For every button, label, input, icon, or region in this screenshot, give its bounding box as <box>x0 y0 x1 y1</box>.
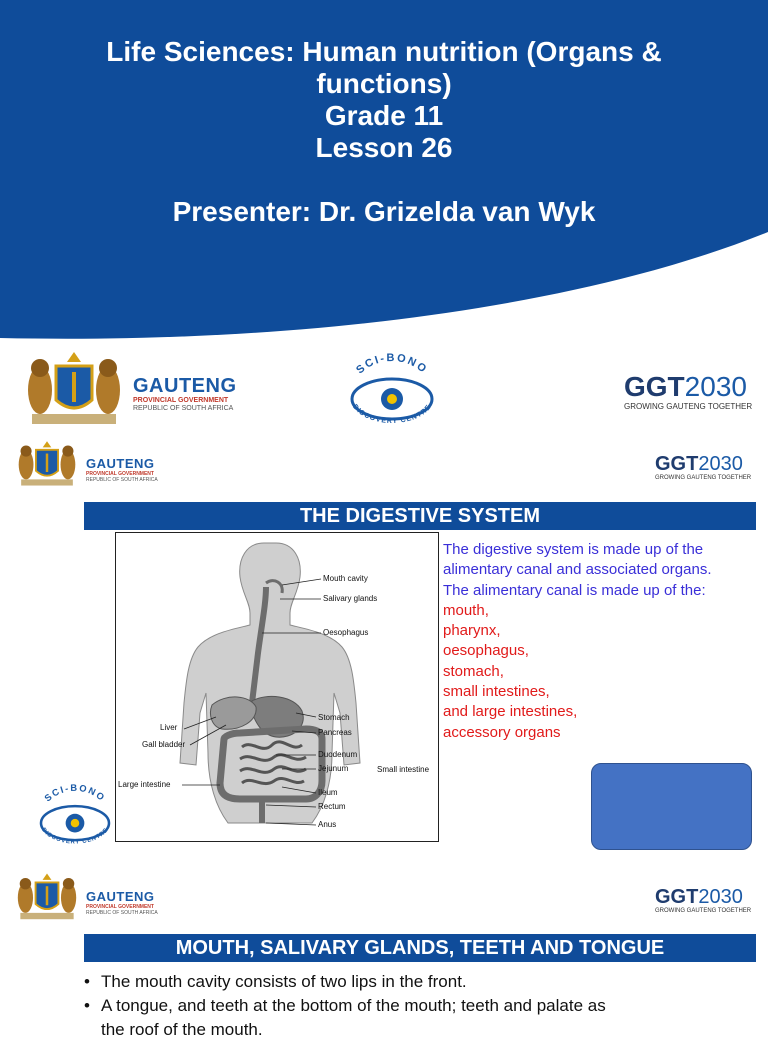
digestive-description <box>443 540 763 743</box>
ggt2030-logo-small: GGT2030 GROWING GAUTENG TOGETHER <box>655 453 752 481</box>
label-rectum: Rectum <box>318 802 346 811</box>
canal-part: and large intestines, <box>443 703 578 721</box>
label-gall-bladder: Gall bladder <box>142 740 186 749</box>
scibono-bottom-text: DISCOVERY CENTRE <box>351 403 433 426</box>
presenter-label: Presenter: Dr. Grizelda van Wyk <box>172 196 596 227</box>
ggt2030-logo-large: GGT2030 GROWING GAUTENG TOGETHER <box>624 371 753 411</box>
scibono-logo-large <box>336 353 448 433</box>
section-heading-mouth: MOUTH, SALIVARY GLANDS, TEETH AND TONGUE <box>84 934 756 962</box>
scibono-bottom-text: DISCOVERY CENTRE <box>40 827 110 846</box>
svg-text:SCI-BONO <box>43 784 108 803</box>
bullet-item: • The mouth cavity consists of two lips in the front. <box>84 970 744 994</box>
coat-of-arms-icon <box>14 440 80 488</box>
logo-row-large <box>0 345 768 430</box>
coat-of-arms-icon <box>14 872 80 922</box>
label-stomach: Stomach <box>318 713 350 722</box>
svg-text:SCI-BONO <box>354 353 430 376</box>
canal-part: pharynx, <box>443 622 501 640</box>
label-mouth-cavity: Mouth cavity <box>323 574 368 583</box>
canal-part: stomach, <box>443 662 504 680</box>
scibono-top-text: SCI-BONO <box>42 784 108 804</box>
bullet-item: • A tongue, and teeth at the bottom of the mouth; teeth and palate as <box>84 994 744 1018</box>
slide-title-line2: functions) <box>316 68 452 99</box>
intro-line: The alimentary canal is made up of the: <box>443 581 706 599</box>
scibono-top-text: SCI-BONO <box>354 353 430 377</box>
ggt2030-logo-small: GGT2030 GROWING GAUTENG TOGETHER <box>655 886 752 914</box>
label-duodenum: Duodenum <box>318 750 358 759</box>
label-jejunum: Jejunum <box>318 764 349 773</box>
bullet-continuation: the roof of the mouth. <box>101 1020 263 1039</box>
label-small-intestine: Small intestine <box>377 765 430 774</box>
canal-part: mouth, <box>443 601 489 619</box>
label-large-intestine: Large intestine <box>118 780 171 789</box>
digestive-system-diagram <box>115 532 439 842</box>
canal-part: accessory organs <box>443 723 561 741</box>
gauteng-brand-large: GAUTENG PROVINCIAL GOVERNMENT REPUBLIC OF SOUTH AFRICA <box>133 375 237 412</box>
logo-row-small-2 <box>0 870 768 922</box>
label-salivary-glands: Salivary glands <box>323 594 378 603</box>
section-heading-digestive: THE DIGESTIVE SYSTEM <box>84 502 756 530</box>
gauteng-brand-small: GAUTENG PROVINCIAL GOVERNMENT REPUBLIC OF SOUTH AFRICA <box>86 889 158 916</box>
canal-part: small intestines, <box>443 683 550 701</box>
label-pancreas: Pancreas <box>318 728 352 737</box>
title-banner <box>0 0 768 340</box>
gauteng-brand-small: GAUTENG PROVINCIAL GOVERNMENT REPUBLIC OF SOUTH AFRICA <box>86 456 158 483</box>
grade-label: Grade 11 <box>324 100 444 131</box>
intro-line: alimentary canal and associated organs. <box>443 561 712 579</box>
digestive-diagram-drawing <box>116 533 438 841</box>
lesson-label: Lesson 26 <box>315 132 453 163</box>
label-ileum: Ileum <box>318 788 338 797</box>
scibono-logo-small <box>22 784 128 852</box>
label-liver: Liver <box>160 723 178 732</box>
coat-of-arms-icon <box>22 350 126 428</box>
blue-callout-box <box>591 763 752 850</box>
intro-line: The digestive system is made up of the <box>443 541 704 558</box>
label-anus: Anus <box>318 820 337 829</box>
label-oesophagus: Oesophagus <box>323 628 369 637</box>
title-text-block <box>0 36 768 228</box>
canal-part: oesophagus, <box>443 642 529 660</box>
logo-row-small-1 <box>0 438 768 488</box>
mouth-bullet-list <box>84 970 744 1042</box>
slide-title-line1: Life Sciences: Human nutrition (Organs & <box>106 36 662 67</box>
